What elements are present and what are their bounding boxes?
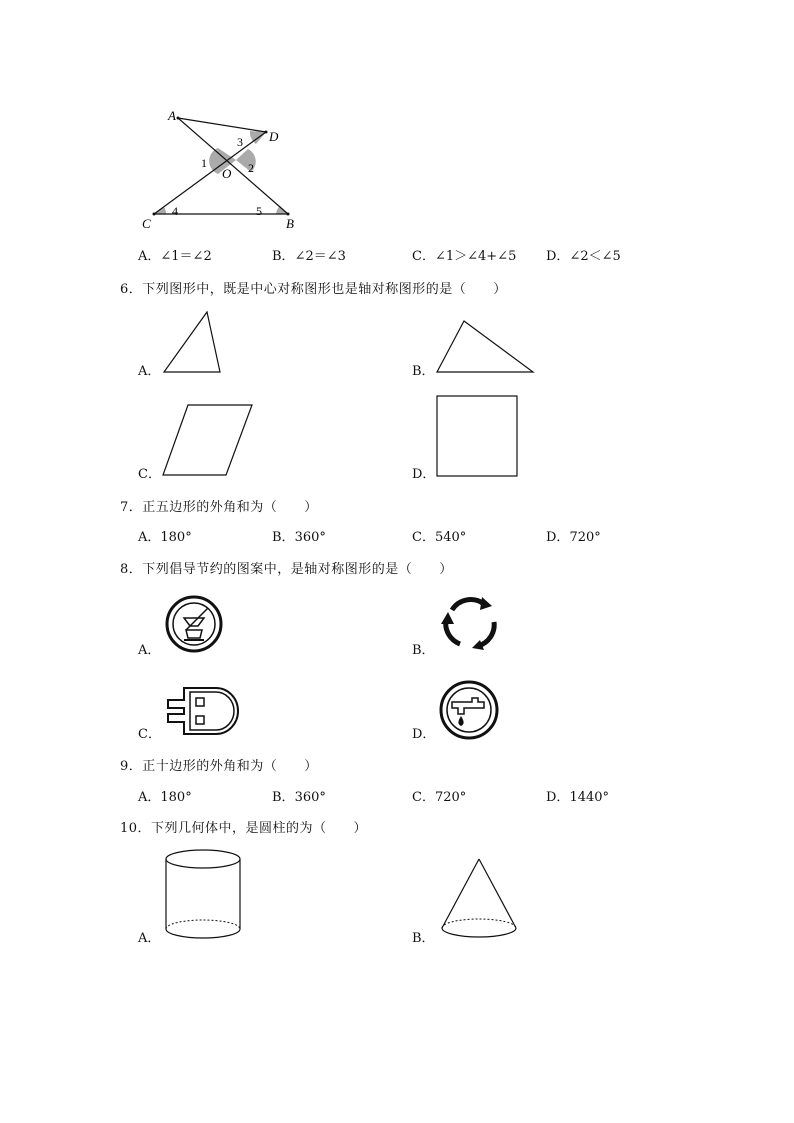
- q5-option-c: C．∠1＞∠4+∠5: [412, 249, 517, 264]
- acute-triangle-figure: [160, 308, 224, 376]
- q7-option-c: C．540°: [412, 530, 467, 545]
- angle-label-5: 5: [256, 204, 262, 218]
- q7-option-d: D．720°: [546, 530, 601, 545]
- power-plug-icon: [164, 684, 246, 738]
- q8-option-c: C．: [138, 727, 161, 742]
- q5-geometry-figure: [130, 100, 310, 235]
- q6-option-b: B．: [412, 364, 435, 379]
- obtuse-triangle-figure: [434, 318, 538, 376]
- angle-label-2: 2: [248, 161, 254, 175]
- q7-option-b: B．360°: [272, 530, 326, 545]
- q6-option-a: A．: [138, 364, 161, 379]
- angle-label-4: 4: [172, 204, 178, 218]
- q10-stem: 10．下列几何体中，是圆柱的为（ ）: [120, 821, 368, 836]
- q8-stem: 8．下列倡导节约的图案中，是轴对称图形的是（ ）: [120, 562, 453, 577]
- q6-option-c: C．: [138, 467, 161, 482]
- water-tap-icon: [438, 680, 500, 740]
- q6-stem: 6．下列图形中，既是中心对称图形也是轴对称图形的是（ ）: [120, 282, 507, 297]
- q7-stem: 7．正五边形的外角和为（ ）: [120, 500, 318, 515]
- point-label-O: O: [222, 166, 232, 181]
- angle-label-1: 1: [201, 156, 207, 170]
- parallelogram-figure: [160, 402, 256, 478]
- q8-option-b: B．: [412, 643, 435, 658]
- q9-option-c: C．720°: [412, 790, 467, 805]
- angle-label-3: 3: [237, 135, 243, 149]
- q5-option-d: D．∠2＜∠5: [546, 249, 621, 264]
- point-label-B: B: [286, 216, 294, 231]
- q9-stem: 9．正十边形的外角和为（ ）: [120, 759, 318, 774]
- q5-option-b: B．∠2＝∠3: [272, 249, 346, 264]
- q9-option-a: A．180°: [138, 790, 192, 805]
- q8-option-a: A．: [138, 643, 161, 658]
- point-label-D: D: [269, 129, 279, 144]
- square-figure: [435, 394, 519, 478]
- q6-option-d: D．: [412, 467, 436, 482]
- cone-figure: [438, 856, 520, 942]
- cylinder-figure: [162, 846, 246, 944]
- q5-option-a: A．∠1＝∠2: [138, 249, 212, 264]
- q7-option-a: A．180°: [138, 530, 192, 545]
- point-label-C: C: [142, 216, 151, 231]
- q10-option-a: A．: [138, 931, 161, 946]
- recycle-arrows-icon: [438, 596, 502, 654]
- point-label-A: A: [168, 108, 176, 123]
- q9-option-b: B．360°: [272, 790, 326, 805]
- q9-option-d: D．1440°: [546, 790, 610, 805]
- q8-option-d: D．: [412, 727, 436, 742]
- no-waste-food-icon: [164, 594, 224, 654]
- q10-option-b: B．: [412, 931, 435, 946]
